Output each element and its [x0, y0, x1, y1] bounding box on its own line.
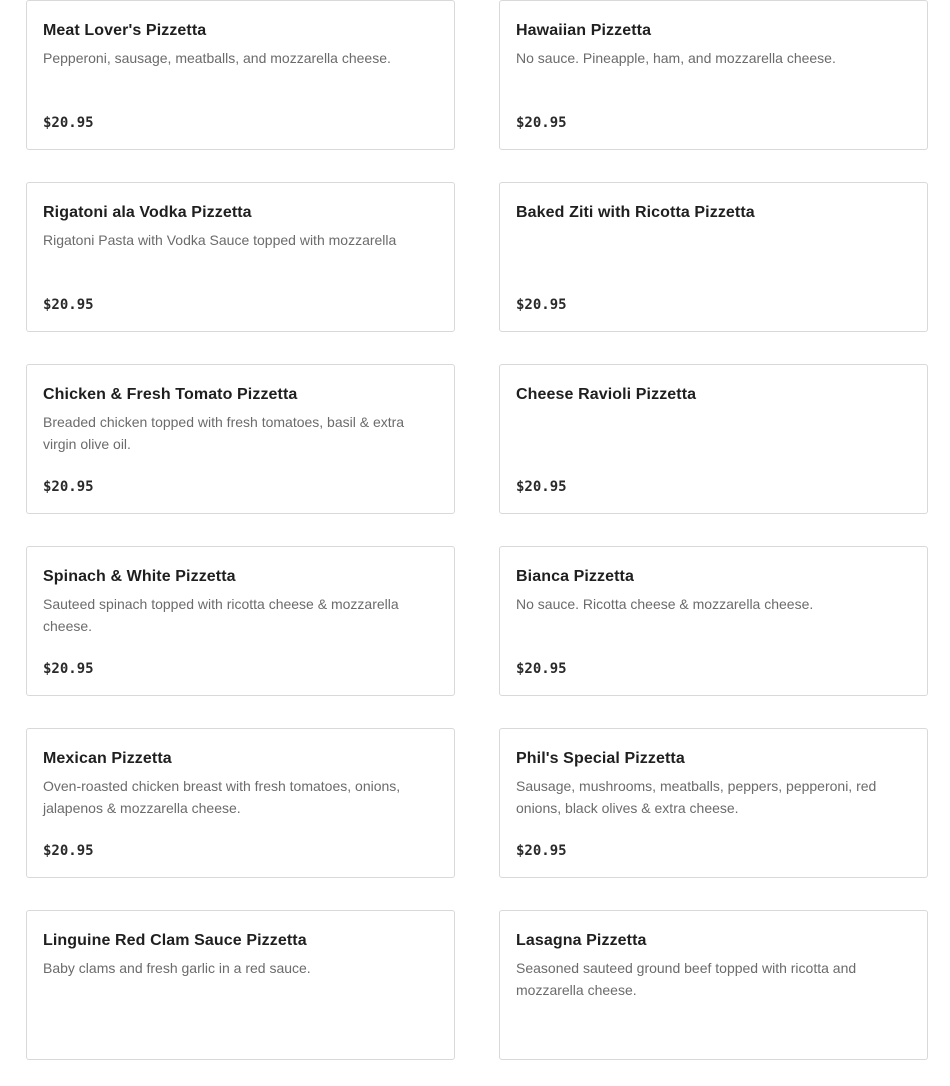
menu-item-card[interactable]	[26, 910, 455, 1060]
menu-item-price: $20.95	[516, 479, 567, 495]
menu-item-name: Linguine Red Clam Sauce Pizzetta	[43, 932, 307, 949]
menu-item-price: $20.95	[43, 115, 94, 131]
menu-item-card[interactable]	[26, 0, 455, 150]
menu-item-description: Sauteed spinach topped with ricotta cheese & mozzarella cheese.	[43, 596, 399, 634]
menu-item-name: Phil's Special Pizzetta	[516, 750, 685, 767]
menu-item-price: $20.95	[43, 843, 94, 859]
menu-item-grid	[26, 0, 928, 1060]
menu-item-card[interactable]	[499, 546, 928, 696]
menu-item-price: $20.95	[43, 661, 94, 677]
menu-item-name: Lasagna Pizzetta	[516, 932, 647, 949]
menu-item-name: Chicken & Fresh Tomato Pizzetta	[43, 386, 298, 403]
menu-item-price: $20.95	[516, 843, 567, 859]
menu-item-card[interactable]	[499, 910, 928, 1060]
menu-item-card[interactable]	[26, 546, 455, 696]
menu-item-card[interactable]	[499, 364, 928, 514]
menu-item-card[interactable]	[499, 182, 928, 332]
menu-item-name: Cheese Ravioli Pizzetta	[516, 386, 697, 403]
menu-item-description: Rigatoni Pasta with Vodka Sauce topped with mozzarella	[43, 232, 397, 248]
menu-item-price: $20.95	[43, 479, 94, 495]
menu-item-name: Meat Lover's Pizzetta	[43, 22, 207, 39]
menu-item-card[interactable]	[499, 0, 928, 150]
menu-item-price: $20.95	[516, 115, 567, 131]
menu-item-price: $20.95	[516, 661, 567, 677]
menu-item-description: Breaded chicken topped with fresh tomatoes, basil & extra virgin olive oil.	[43, 414, 405, 452]
menu-item-card[interactable]	[499, 728, 928, 878]
menu-item-card[interactable]	[26, 364, 455, 514]
menu-item-description: Sausage, mushrooms, meatballs, peppers, pepperoni, red onions, black olives & extra cheese.	[516, 778, 877, 816]
menu-item-description: No sauce. Pineapple, ham, and mozzarella cheese.	[516, 50, 836, 66]
menu-item-description: Baby clams and fresh garlic in a red sauce.	[43, 960, 311, 976]
menu-item-price: $20.95	[43, 297, 94, 313]
menu-item-description: No sauce. Ricotta cheese & mozzarella cheese.	[516, 596, 814, 612]
menu-item-description: Oven-roasted chicken breast with fresh tomatoes, onions, jalapenos & mozzarella cheese.	[43, 778, 401, 816]
menu-item-name: Hawaiian Pizzetta	[516, 22, 652, 39]
menu-item-card[interactable]	[26, 182, 455, 332]
menu-item-description: Pepperoni, sausage, meatballs, and mozzarella cheese.	[43, 50, 391, 66]
menu-item-name: Bianca Pizzetta	[516, 568, 634, 585]
menu-item-name: Rigatoni ala Vodka Pizzetta	[43, 204, 252, 221]
menu-item-name: Baked Ziti with Ricotta Pizzetta	[516, 204, 755, 221]
menu-item-price: $20.95	[516, 297, 567, 313]
menu-item-name: Mexican Pizzetta	[43, 750, 172, 767]
menu-item-card[interactable]	[26, 728, 455, 878]
menu-item-description: Seasoned sauteed ground beef topped with ricotta and mozzarella cheese.	[516, 960, 857, 998]
menu-item-name: Spinach & White Pizzetta	[43, 568, 236, 585]
